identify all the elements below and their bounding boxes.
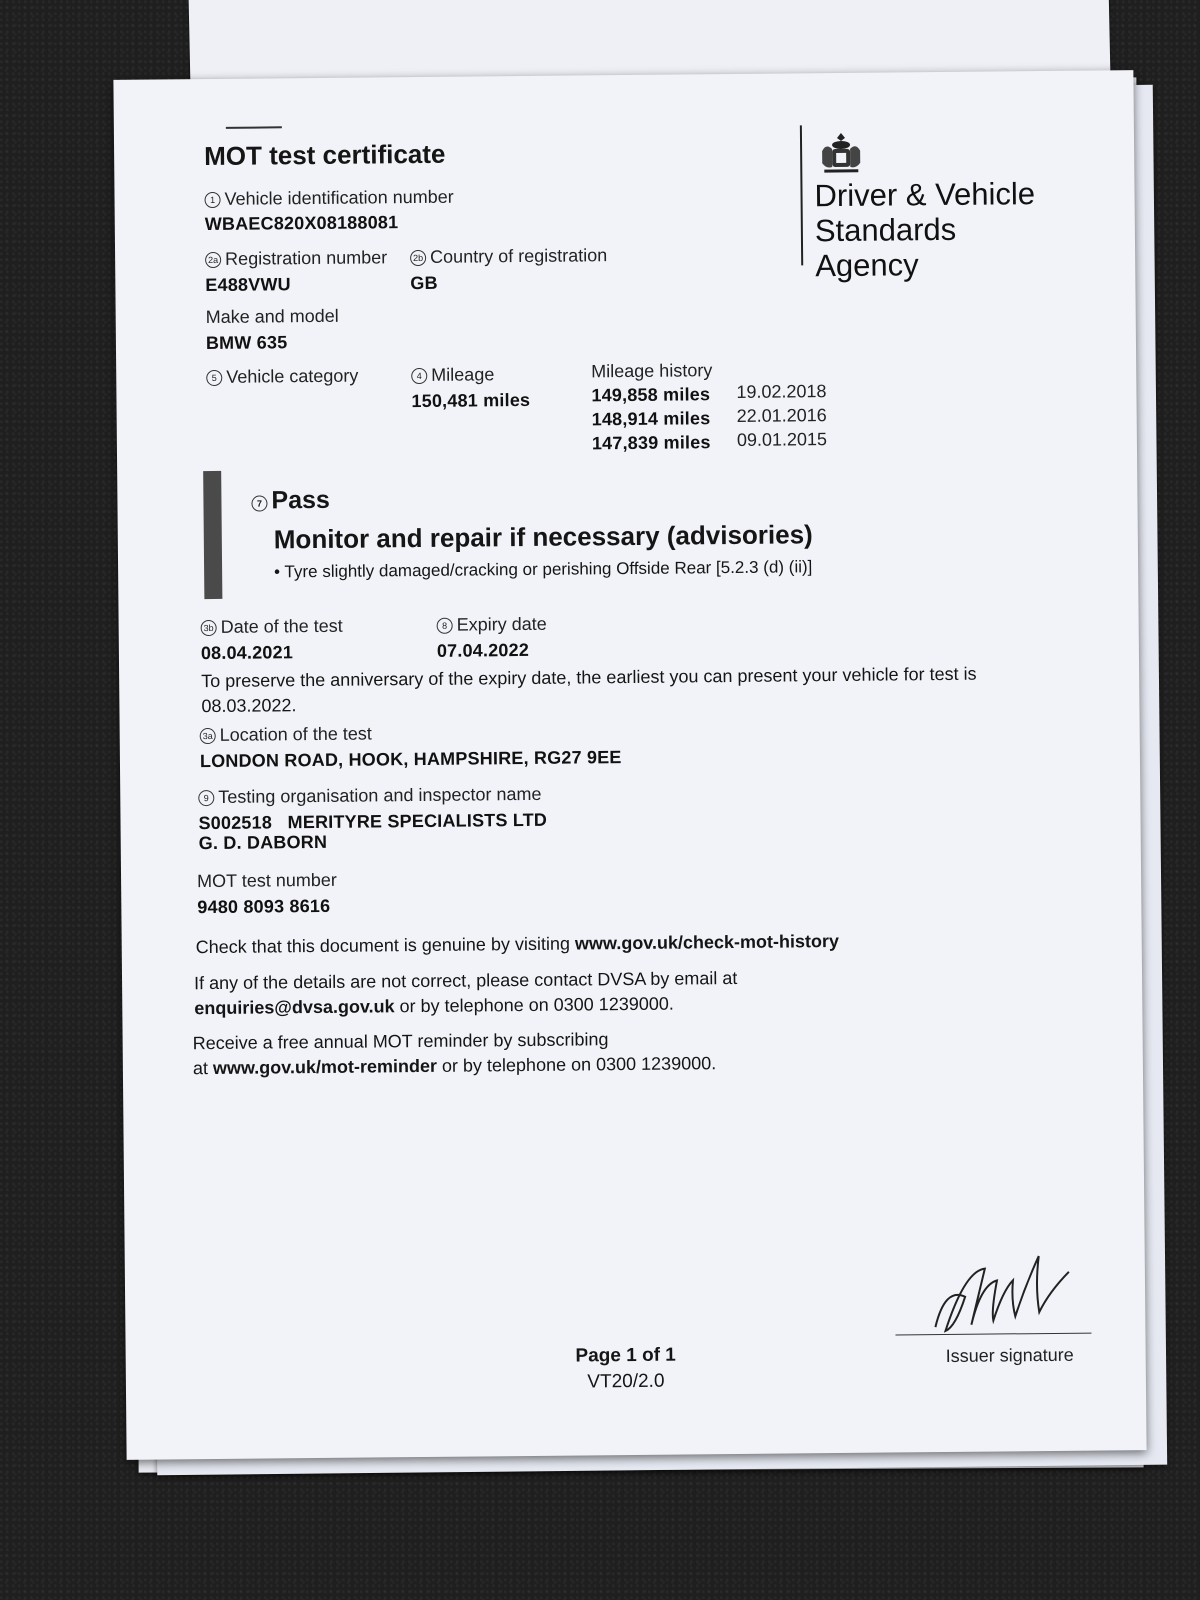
test-result: 7 Pass — [251, 486, 330, 516]
expiry-date-label: 8 Expiry date — [437, 614, 547, 636]
mot-reminder-link: www.gov.uk/mot-reminder — [212, 1055, 438, 1079]
country-label: 2b Country of registration — [410, 245, 607, 268]
advisory-item: • Tyre slightly damaged/cracking or perishing Offside Rear [5.2.3 (d) (ii)] — [274, 557, 813, 582]
field-number-marker: 2a — [205, 252, 221, 268]
field-number-marker: 5 — [206, 370, 222, 386]
field-number-marker: 4 — [411, 368, 427, 384]
testing-organisation-value: S002518 MERITYRE SPECIALISTS LTD — [198, 809, 548, 834]
mot-test-number-label: MOT test number — [196, 869, 337, 892]
advisory-heading: Monitor and repair if necessary (advisories) — [273, 519, 813, 555]
mileage-history-miles: 149,858 miles — [591, 384, 711, 406]
vehicle-category-label: 5 Vehicle category — [206, 366, 358, 388]
field-number-marker: 9 — [198, 790, 214, 806]
country-value: GB — [410, 272, 438, 294]
test-date-label: 3b Date of the test — [201, 616, 343, 638]
form-code: VT20/2.0 — [587, 1370, 665, 1393]
field-number-marker: 7 — [251, 495, 267, 511]
check-genuine-text: Check that this document is genuine by visiting www.gov.uk/check-mot-history — [195, 931, 840, 958]
mileage-history-date: 22.01.2016 — [736, 405, 827, 426]
agency-divider — [800, 125, 803, 265]
agency-name: Driver & Vehicle Standards Agency — [814, 176, 1036, 284]
testing-organisation-label: 9 Testing organisation and inspector name — [198, 784, 541, 808]
reminder-text: Receive a free annual MOT reminder by subscribing at www.gov.uk/mot-reminder or by telephone on 0300 1239000. — [192, 1029, 717, 1079]
field-number-marker: 8 — [437, 618, 453, 634]
contact-text: If any of the details are not correct, please contact DVSA by email at enquiries@dvsa.gov.uk or by telephone on 0300 1239000. — [193, 967, 738, 1019]
mot-test-number-value: 9480 8093 8616 — [197, 895, 331, 918]
registration-label: 2a Registration number — [205, 247, 387, 270]
crest-icon — [814, 131, 868, 183]
expiry-date-value: 07.04.2022 — [436, 639, 530, 661]
certificate-title: MOT test certificate — [203, 138, 446, 172]
mileage-history-miles: 147,839 miles — [591, 432, 711, 454]
anniversary-note: To preserve the anniversary of the expiry date, the earliest you can present your vehicle for test is 08.03.2022. — [201, 663, 977, 717]
inspector-name: G. D. DABORN — [198, 831, 328, 854]
make-model-label: Make and model — [205, 305, 339, 328]
contact-email: enquiries@dvsa.gov.uk — [194, 996, 395, 1019]
field-number-marker: 2b — [410, 250, 426, 266]
mot-certificate-page — [113, 70, 1146, 1460]
mileage-history-miles: 148,914 miles — [591, 408, 711, 430]
page-number: Page 1 of 1 — [575, 1344, 676, 1367]
mileage-history-label: Mileage history — [591, 360, 713, 382]
mileage-history-date: 09.01.2015 — [736, 429, 828, 450]
registration-value: E488VWU — [205, 274, 291, 296]
test-date-value: 08.04.2021 — [200, 642, 294, 664]
mileage-history-date: 19.02.2018 — [736, 381, 827, 402]
page-footer — [556, 1344, 696, 1393]
vin-label: 1 Vehicle identification number — [204, 187, 453, 210]
test-location-value: LONDON ROAD, HOOK, HAMPSHIRE, RG27 9EE — [199, 747, 622, 772]
mileage-value: 150,481 miles — [411, 389, 531, 412]
issuer-signature-label: Issuer signature — [945, 1344, 1074, 1366]
field-number-marker: 3b — [201, 620, 217, 636]
mileage-label: 4 Mileage — [411, 364, 494, 386]
title-rule — [226, 126, 282, 129]
test-location-label: 3a Location of the test — [200, 723, 372, 746]
issuer-signature-image — [915, 1246, 1096, 1343]
vin-value: WBAEC820X08188081 — [204, 212, 399, 235]
check-mot-history-link: www.gov.uk/check-mot-history — [574, 931, 840, 954]
make-model-value: BMW 635 — [205, 332, 288, 354]
field-number-marker: 3a — [200, 728, 216, 744]
result-bar — [203, 471, 222, 599]
field-number-marker: 1 — [204, 192, 220, 208]
